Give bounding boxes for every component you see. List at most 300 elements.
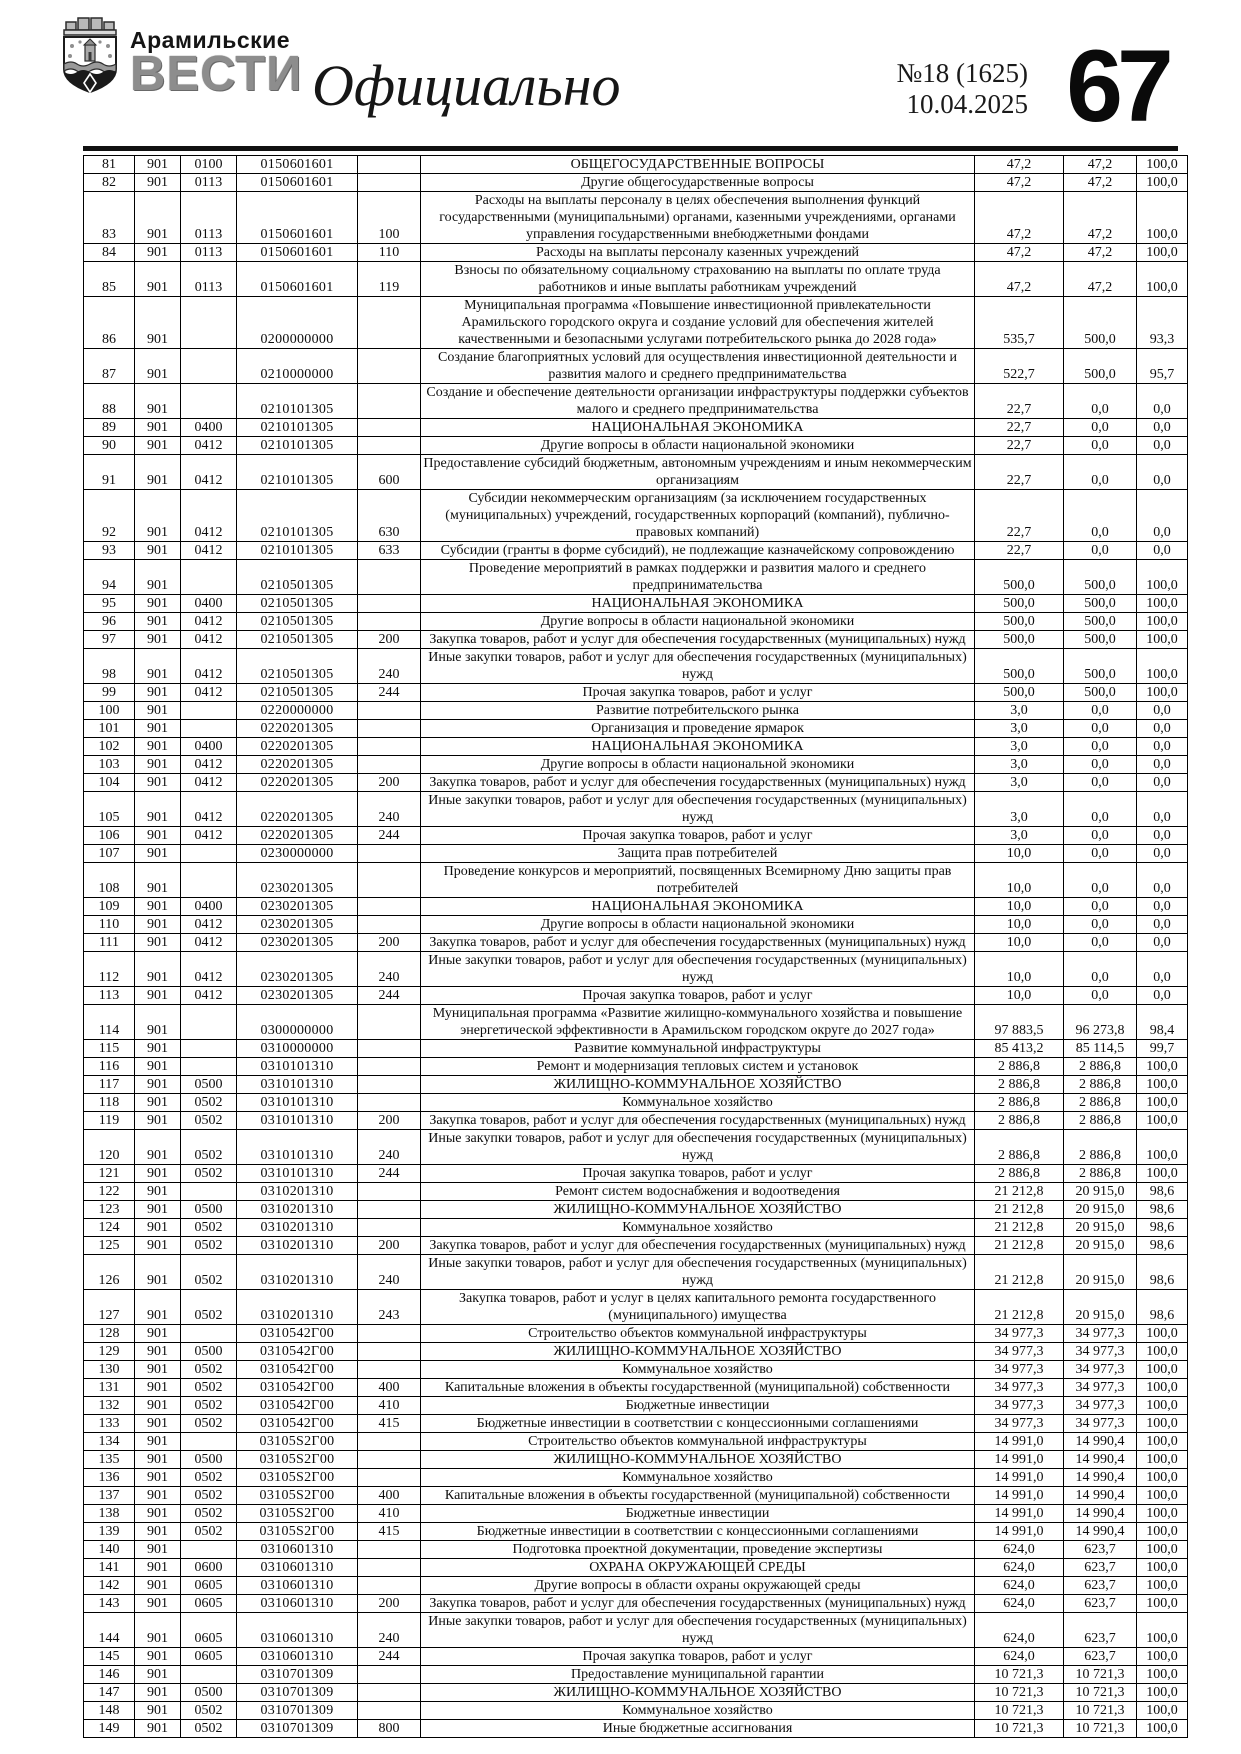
table-row <box>84 1397 1188 1415</box>
table-row <box>84 437 1188 455</box>
expense-type-cell <box>358 297 421 349</box>
section-code-cell: 0502 <box>181 1720 237 1738</box>
grbs-code-cell: 901 <box>135 792 181 827</box>
table-row <box>84 631 1188 649</box>
expense-name-cell: Капитальные вложения в объекты государственной (муниципальной) собственности <box>421 1379 975 1397</box>
grbs-code-cell: 901 <box>135 490 181 542</box>
grbs-code-cell: 901 <box>135 156 181 174</box>
approved-amount-cell: 2 886,8 <box>975 1165 1064 1183</box>
executed-amount-cell: 2 886,8 <box>1064 1076 1137 1094</box>
target-article-cell: 0310542Г00 <box>237 1397 358 1415</box>
expense-name-cell: Предоставление субсидий бюджетным, автономным учреждениям и иным некоммерческим организациям <box>421 455 975 490</box>
execution-percent-cell: 100,0 <box>1137 1343 1188 1361</box>
executed-amount-cell: 10 721,3 <box>1064 1720 1137 1738</box>
target-article-cell: 0210101305 <box>237 437 358 455</box>
execution-percent-cell: 100,0 <box>1137 684 1188 702</box>
target-article-cell: 0220201305 <box>237 756 358 774</box>
expense-type-cell <box>358 349 421 384</box>
row-number-cell: 112 <box>84 952 135 987</box>
executed-amount-cell: 500,0 <box>1064 649 1137 684</box>
section-code-cell: 0412 <box>181 756 237 774</box>
approved-amount-cell: 2 886,8 <box>975 1058 1064 1076</box>
newspaper-title <box>130 27 303 101</box>
expense-type-cell: 240 <box>358 1130 421 1165</box>
row-number-cell: 120 <box>84 1130 135 1165</box>
execution-percent-cell: 100,0 <box>1137 1379 1188 1397</box>
expense-name-cell: Субсидии некоммерческим организациям (за исключением государственных (муниципальных) учреждений, государственных корпораций (компаний), публично-правовых компаний) <box>421 490 975 542</box>
target-article-cell: 0230201305 <box>237 934 358 952</box>
expense-name-cell: Закупка товаров, работ и услуг для обеспечения государственных (муниципальных) нужд <box>421 774 975 792</box>
approved-amount-cell: 34 977,3 <box>975 1325 1064 1343</box>
target-article-cell: 0310201310 <box>237 1183 358 1201</box>
section-code-cell: 0502 <box>181 1523 237 1541</box>
approved-amount-cell: 10,0 <box>975 987 1064 1005</box>
grbs-code-cell: 901 <box>135 934 181 952</box>
issue-block <box>790 58 1028 120</box>
target-article-cell: 0310201310 <box>237 1237 358 1255</box>
execution-percent-cell: 100,0 <box>1137 649 1188 684</box>
expense-name-cell: Закупка товаров, работ и услуг для обеспечения государственных (муниципальных) нужд <box>421 1595 975 1613</box>
executed-amount-cell: 34 977,3 <box>1064 1397 1137 1415</box>
table-row <box>84 1469 1188 1487</box>
table-row <box>84 192 1188 244</box>
executed-amount-cell: 0,0 <box>1064 419 1137 437</box>
grbs-code-cell: 901 <box>135 738 181 756</box>
expense-type-cell: 244 <box>358 987 421 1005</box>
executed-amount-cell: 0,0 <box>1064 827 1137 845</box>
header-rule <box>83 146 1178 151</box>
expense-name-cell: Прочая закупка товаров, работ и услуг <box>421 684 975 702</box>
expense-name-cell: Закупка товаров, работ и услуг для обеспечения государственных (муниципальных) нужд <box>421 934 975 952</box>
executed-amount-cell: 0,0 <box>1064 774 1137 792</box>
target-article-cell: 0310542Г00 <box>237 1343 358 1361</box>
target-article-cell: 0210501305 <box>237 684 358 702</box>
section-code-cell: 0502 <box>181 1505 237 1523</box>
executed-amount-cell: 47,2 <box>1064 156 1137 174</box>
section-code-cell: 0502 <box>181 1130 237 1165</box>
page-header <box>0 0 1241 146</box>
grbs-code-cell: 901 <box>135 349 181 384</box>
executed-amount-cell: 500,0 <box>1064 631 1137 649</box>
expense-name-cell: ЖИЛИЩНО-КОММУНАЛЬНОЕ ХОЗЯЙСТВО <box>421 1451 975 1469</box>
newspaper-logo <box>58 8 302 100</box>
section-code-cell <box>181 845 237 863</box>
execution-percent-cell: 100,0 <box>1137 174 1188 192</box>
expense-name-cell: Закупка товаров, работ и услуг для обеспечения государственных (муниципальных) нужд <box>421 1237 975 1255</box>
expense-type-cell <box>358 437 421 455</box>
row-number-cell: 98 <box>84 649 135 684</box>
approved-amount-cell: 10,0 <box>975 934 1064 952</box>
expense-name-cell: ЖИЛИЩНО-КОММУНАЛЬНОЕ ХОЗЯЙСТВО <box>421 1201 975 1219</box>
expense-name-cell: Закупка товаров, работ и услуг для обеспечения государственных (муниципальных) нужд <box>421 1112 975 1130</box>
table-row <box>84 1237 1188 1255</box>
table-row <box>84 898 1188 916</box>
executed-amount-cell: 14 990,4 <box>1064 1487 1137 1505</box>
executed-amount-cell: 2 886,8 <box>1064 1130 1137 1165</box>
expense-name-cell: Бюджетные инвестиции <box>421 1505 975 1523</box>
target-article-cell: 0310601310 <box>237 1541 358 1559</box>
row-number-cell: 83 <box>84 192 135 244</box>
row-number-cell: 148 <box>84 1702 135 1720</box>
table-row <box>84 384 1188 419</box>
grbs-code-cell: 901 <box>135 952 181 987</box>
section-code-cell <box>181 1666 237 1684</box>
execution-percent-cell: 98,6 <box>1137 1183 1188 1201</box>
execution-percent-cell: 100,0 <box>1137 1541 1188 1559</box>
target-article-cell: 0310000000 <box>237 1040 358 1058</box>
execution-percent-cell: 98,4 <box>1137 1005 1188 1040</box>
target-article-cell: 0310101310 <box>237 1130 358 1165</box>
expense-type-cell <box>358 1559 421 1577</box>
expense-name-cell: Предоставление муниципальной гарантии <box>421 1666 975 1684</box>
table-row <box>84 792 1188 827</box>
expense-type-cell: 200 <box>358 1595 421 1613</box>
executed-amount-cell: 14 990,4 <box>1064 1505 1137 1523</box>
grbs-code-cell: 901 <box>135 1361 181 1379</box>
expense-type-cell: 200 <box>358 631 421 649</box>
target-article-cell: 0150601601 <box>237 174 358 192</box>
expense-name-cell: Иные закупки товаров, работ и услуг для обеспечения государственных (муниципальных) нужд <box>421 1130 975 1165</box>
grbs-code-cell: 901 <box>135 1005 181 1040</box>
expense-type-cell <box>358 863 421 898</box>
execution-percent-cell: 98,6 <box>1137 1290 1188 1325</box>
row-number-cell: 100 <box>84 702 135 720</box>
target-article-cell: 0210101305 <box>237 455 358 490</box>
section-code-cell <box>181 1325 237 1343</box>
expense-type-cell <box>358 1577 421 1595</box>
execution-percent-cell: 100,0 <box>1137 156 1188 174</box>
grbs-code-cell: 901 <box>135 1290 181 1325</box>
expense-type-cell <box>358 1433 421 1451</box>
execution-percent-cell: 100,0 <box>1137 244 1188 262</box>
row-number-cell: 131 <box>84 1379 135 1397</box>
executed-amount-cell: 0,0 <box>1064 916 1137 934</box>
row-number-cell: 110 <box>84 916 135 934</box>
section-code-cell: 0502 <box>181 1702 237 1720</box>
executed-amount-cell: 14 990,4 <box>1064 1523 1137 1541</box>
approved-amount-cell: 624,0 <box>975 1559 1064 1577</box>
execution-percent-cell: 0,0 <box>1137 720 1188 738</box>
table-row <box>84 702 1188 720</box>
approved-amount-cell: 3,0 <box>975 827 1064 845</box>
grbs-code-cell: 901 <box>135 560 181 595</box>
grbs-code-cell: 901 <box>135 1523 181 1541</box>
target-article-cell: 0310101310 <box>237 1165 358 1183</box>
target-article-cell: 0150601601 <box>237 156 358 174</box>
expense-type-cell <box>358 1094 421 1112</box>
expense-type-cell <box>358 174 421 192</box>
execution-percent-cell: 100,0 <box>1137 1361 1188 1379</box>
execution-percent-cell: 98,6 <box>1137 1201 1188 1219</box>
expense-name-cell: Защита прав потребителей <box>421 845 975 863</box>
executed-amount-cell: 14 990,4 <box>1064 1469 1137 1487</box>
executed-amount-cell: 0,0 <box>1064 702 1137 720</box>
grbs-code-cell: 901 <box>135 1219 181 1237</box>
issue-number: №18 (1625) <box>896 58 1028 88</box>
executed-amount-cell: 623,7 <box>1064 1577 1137 1595</box>
grbs-code-cell: 901 <box>135 437 181 455</box>
execution-percent-cell: 0,0 <box>1137 490 1188 542</box>
expense-type-cell: 415 <box>358 1523 421 1541</box>
section-code-cell: 0412 <box>181 792 237 827</box>
table-row <box>84 863 1188 898</box>
expense-name-cell: Прочая закупка товаров, работ и услуг <box>421 987 975 1005</box>
table-row <box>84 1505 1188 1523</box>
expense-type-cell: 800 <box>358 1720 421 1738</box>
execution-percent-cell: 100,0 <box>1137 1112 1188 1130</box>
grbs-code-cell: 901 <box>135 244 181 262</box>
row-number-cell: 126 <box>84 1255 135 1290</box>
expense-name-cell: Организация и проведение ярмарок <box>421 720 975 738</box>
expense-name-cell: Иные закупки товаров, работ и услуг для обеспечения государственных (муниципальных) нужд <box>421 1613 975 1648</box>
executed-amount-cell: 2 886,8 <box>1064 1094 1137 1112</box>
execution-percent-cell: 0,0 <box>1137 952 1188 987</box>
expense-name-cell: Бюджетные инвестиции в соответствии с концессионными соглашениями <box>421 1523 975 1541</box>
target-article-cell: 0220201305 <box>237 792 358 827</box>
section-code-cell: 0412 <box>181 952 237 987</box>
grbs-code-cell: 901 <box>135 1433 181 1451</box>
expense-type-cell <box>358 1005 421 1040</box>
grbs-code-cell: 901 <box>135 384 181 419</box>
expense-name-cell: Ремонт и модернизация тепловых систем и установок <box>421 1058 975 1076</box>
grbs-code-cell: 901 <box>135 1183 181 1201</box>
expense-name-cell: Бюджетные инвестиции <box>421 1397 975 1415</box>
table-row <box>84 738 1188 756</box>
row-number-cell: 109 <box>84 898 135 916</box>
target-article-cell: 0210501305 <box>237 613 358 631</box>
target-article-cell: 0310201310 <box>237 1290 358 1325</box>
target-article-cell: 0310101310 <box>237 1112 358 1130</box>
executed-amount-cell: 0,0 <box>1064 792 1137 827</box>
expense-type-cell: 200 <box>358 774 421 792</box>
grbs-code-cell: 901 <box>135 1720 181 1738</box>
target-article-cell: 0310201310 <box>237 1219 358 1237</box>
section-code-cell: 0502 <box>181 1255 237 1290</box>
grbs-code-cell: 901 <box>135 1559 181 1577</box>
expense-name-cell: Проведение мероприятий в рамках поддержки и развития малого и среднего предпринимательства <box>421 560 975 595</box>
expense-name-cell: Закупка товаров, работ и услуг в целях капитального ремонта государственного (муниципального) имущества <box>421 1290 975 1325</box>
table-row <box>84 455 1188 490</box>
execution-percent-cell: 100,0 <box>1137 1094 1188 1112</box>
expense-name-cell: Ремонт систем водоснабжения и водоотведения <box>421 1183 975 1201</box>
expense-type-cell <box>358 1325 421 1343</box>
table-row <box>84 720 1188 738</box>
execution-percent-cell: 0,0 <box>1137 987 1188 1005</box>
expense-name-cell: Другие вопросы в области национальной экономики <box>421 613 975 631</box>
expense-name-cell: Другие вопросы в области национальной экономики <box>421 437 975 455</box>
expense-type-cell <box>358 1183 421 1201</box>
table-row <box>84 1183 1188 1201</box>
section-code-cell <box>181 720 237 738</box>
row-number-cell: 147 <box>84 1684 135 1702</box>
execution-percent-cell: 100,0 <box>1137 631 1188 649</box>
target-article-cell: 0220201305 <box>237 827 358 845</box>
approved-amount-cell: 14 991,0 <box>975 1487 1064 1505</box>
approved-amount-cell: 22,7 <box>975 542 1064 560</box>
executed-amount-cell: 0,0 <box>1064 845 1137 863</box>
table-row <box>84 297 1188 349</box>
executed-amount-cell: 0,0 <box>1064 455 1137 490</box>
grbs-code-cell: 901 <box>135 1684 181 1702</box>
expense-type-cell <box>358 702 421 720</box>
row-number-cell: 87 <box>84 349 135 384</box>
execution-percent-cell: 93,3 <box>1137 297 1188 349</box>
section-code-cell: 0502 <box>181 1487 237 1505</box>
row-number-cell: 129 <box>84 1343 135 1361</box>
executed-amount-cell: 10 721,3 <box>1064 1684 1137 1702</box>
section-code-cell: 0500 <box>181 1684 237 1702</box>
row-number-cell: 123 <box>84 1201 135 1219</box>
table-row <box>84 1487 1188 1505</box>
approved-amount-cell: 10,0 <box>975 845 1064 863</box>
execution-percent-cell: 0,0 <box>1137 437 1188 455</box>
grbs-code-cell: 901 <box>135 595 181 613</box>
executed-amount-cell: 0,0 <box>1064 542 1137 560</box>
row-number-cell: 84 <box>84 244 135 262</box>
table-row <box>84 1112 1188 1130</box>
grbs-code-cell: 901 <box>135 1112 181 1130</box>
table-row <box>84 934 1188 952</box>
grbs-code-cell: 901 <box>135 827 181 845</box>
expense-name-cell: ЖИЛИЩНО-КОММУНАЛЬНОЕ ХОЗЯЙСТВО <box>421 1076 975 1094</box>
row-number-cell: 102 <box>84 738 135 756</box>
table-row <box>84 1415 1188 1433</box>
expense-name-cell: ОХРАНА ОКРУЖАЮЩЕЙ СРЕДЫ <box>421 1559 975 1577</box>
executed-amount-cell: 0,0 <box>1064 720 1137 738</box>
approved-amount-cell: 3,0 <box>975 756 1064 774</box>
approved-amount-cell: 2 886,8 <box>975 1112 1064 1130</box>
grbs-code-cell: 901 <box>135 1469 181 1487</box>
expense-type-cell: 630 <box>358 490 421 542</box>
expense-name-cell: Развитие потребительского рынка <box>421 702 975 720</box>
table-row <box>84 1379 1188 1397</box>
table-row <box>84 1720 1188 1738</box>
executed-amount-cell: 500,0 <box>1064 613 1137 631</box>
issue-date: 10.04.2025 <box>906 89 1028 119</box>
executed-amount-cell: 500,0 <box>1064 349 1137 384</box>
grbs-code-cell: 901 <box>135 1613 181 1648</box>
target-article-cell: 0220201305 <box>237 720 358 738</box>
grbs-code-cell: 901 <box>135 1237 181 1255</box>
expense-name-cell: Развитие коммунальной инфраструктуры <box>421 1040 975 1058</box>
section-code-cell: 0500 <box>181 1343 237 1361</box>
section-code-cell: 0502 <box>181 1290 237 1325</box>
table-row <box>84 560 1188 595</box>
execution-percent-cell: 100,0 <box>1137 1648 1188 1666</box>
execution-percent-cell: 100,0 <box>1137 1325 1188 1343</box>
executed-amount-cell: 500,0 <box>1064 684 1137 702</box>
section-code-cell: 0605 <box>181 1613 237 1648</box>
grbs-code-cell: 901 <box>135 1451 181 1469</box>
expense-name-cell: Бюджетные инвестиции в соответствии с концессионными соглашениями <box>421 1415 975 1433</box>
expense-type-cell: 400 <box>358 1379 421 1397</box>
row-number-cell: 88 <box>84 384 135 419</box>
section-code-cell: 0605 <box>181 1648 237 1666</box>
row-number-cell: 140 <box>84 1541 135 1559</box>
execution-percent-cell: 100,0 <box>1137 1487 1188 1505</box>
table-row <box>84 1040 1188 1058</box>
grbs-code-cell: 901 <box>135 1397 181 1415</box>
approved-amount-cell: 34 977,3 <box>975 1361 1064 1379</box>
expense-type-cell <box>358 898 421 916</box>
approved-amount-cell: 97 883,5 <box>975 1005 1064 1040</box>
target-article-cell: 0300000000 <box>237 1005 358 1040</box>
row-number-cell: 108 <box>84 863 135 898</box>
row-number-cell: 127 <box>84 1290 135 1325</box>
target-article-cell: 0210501305 <box>237 631 358 649</box>
expense-type-cell <box>358 720 421 738</box>
section-code-cell: 0502 <box>181 1361 237 1379</box>
executed-amount-cell: 20 915,0 <box>1064 1237 1137 1255</box>
row-number-cell: 104 <box>84 774 135 792</box>
approved-amount-cell: 3,0 <box>975 702 1064 720</box>
grbs-code-cell: 901 <box>135 1130 181 1165</box>
expense-name-cell: Иные бюджетные ассигнования <box>421 1720 975 1738</box>
row-number-cell: 92 <box>84 490 135 542</box>
table-row <box>84 1165 1188 1183</box>
target-article-cell: 0310701309 <box>237 1684 358 1702</box>
approved-amount-cell: 34 977,3 <box>975 1397 1064 1415</box>
approved-amount-cell: 10 721,3 <box>975 1702 1064 1720</box>
row-number-cell: 81 <box>84 156 135 174</box>
row-number-cell: 107 <box>84 845 135 863</box>
row-number-cell: 95 <box>84 595 135 613</box>
row-number-cell: 133 <box>84 1415 135 1433</box>
target-article-cell: 0310101310 <box>237 1076 358 1094</box>
expense-type-cell: 410 <box>358 1397 421 1415</box>
target-article-cell: 0310601310 <box>237 1559 358 1577</box>
executed-amount-cell: 20 915,0 <box>1064 1183 1137 1201</box>
expense-name-cell: НАЦИОНАЛЬНАЯ ЭКОНОМИКА <box>421 738 975 756</box>
approved-amount-cell: 500,0 <box>975 631 1064 649</box>
approved-amount-cell: 85 413,2 <box>975 1040 1064 1058</box>
target-article-cell: 0230201305 <box>237 863 358 898</box>
target-article-cell: 0310601310 <box>237 1595 358 1613</box>
table-row <box>84 1577 1188 1595</box>
section-code-cell: 0400 <box>181 419 237 437</box>
approved-amount-cell: 624,0 <box>975 1648 1064 1666</box>
approved-amount-cell: 500,0 <box>975 613 1064 631</box>
target-article-cell: 03105S2Г00 <box>237 1487 358 1505</box>
row-number-cell: 121 <box>84 1165 135 1183</box>
execution-percent-cell: 100,0 <box>1137 1702 1188 1720</box>
executed-amount-cell: 34 977,3 <box>1064 1415 1137 1433</box>
table-row <box>84 1684 1188 1702</box>
target-article-cell: 0230000000 <box>237 845 358 863</box>
section-code-cell: 0502 <box>181 1094 237 1112</box>
executed-amount-cell: 0,0 <box>1064 756 1137 774</box>
section-code-cell: 0412 <box>181 987 237 1005</box>
execution-percent-cell: 100,0 <box>1137 1165 1188 1183</box>
approved-amount-cell: 22,7 <box>975 384 1064 419</box>
execution-percent-cell: 100,0 <box>1137 1505 1188 1523</box>
execution-percent-cell: 0,0 <box>1137 898 1188 916</box>
expense-name-cell: НАЦИОНАЛЬНАЯ ЭКОНОМИКА <box>421 595 975 613</box>
table-row <box>84 490 1188 542</box>
expense-type-cell <box>358 1541 421 1559</box>
row-number-cell: 82 <box>84 174 135 192</box>
table-row <box>84 952 1188 987</box>
executed-amount-cell: 0,0 <box>1064 934 1137 952</box>
target-article-cell: 0220000000 <box>237 702 358 720</box>
expense-type-cell <box>358 1702 421 1720</box>
row-number-cell: 122 <box>84 1183 135 1201</box>
section-code-cell: 0605 <box>181 1595 237 1613</box>
execution-percent-cell: 100,0 <box>1137 1577 1188 1595</box>
approved-amount-cell: 14 991,0 <box>975 1469 1064 1487</box>
section-code-cell: 0412 <box>181 827 237 845</box>
grbs-code-cell: 901 <box>135 1094 181 1112</box>
